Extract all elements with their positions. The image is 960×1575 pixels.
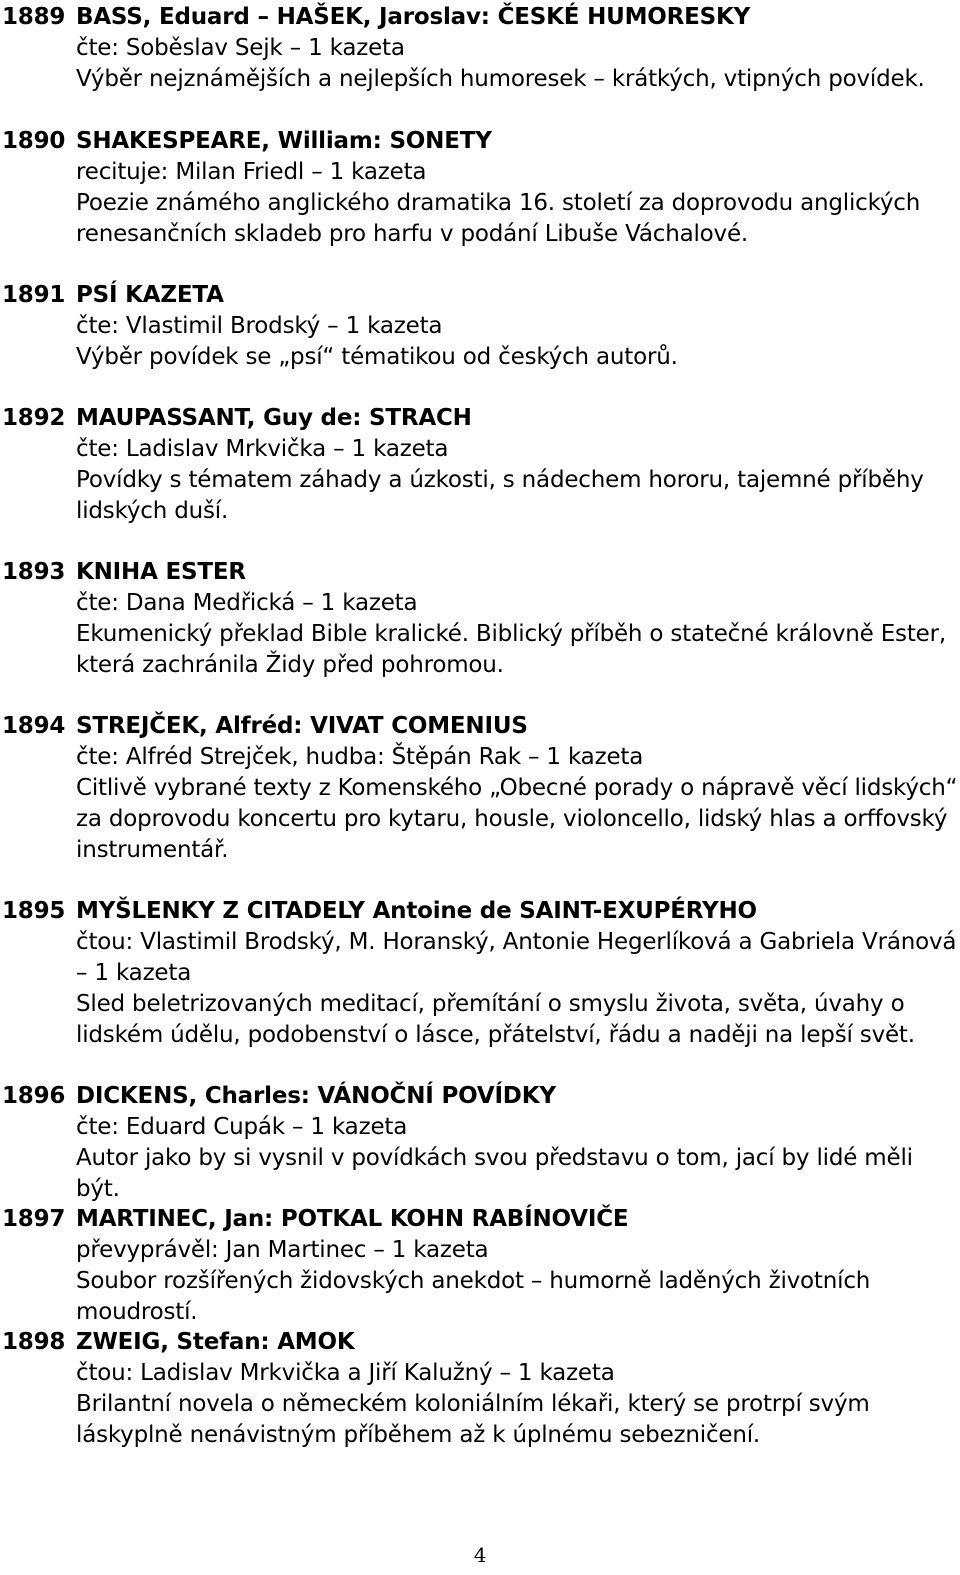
catalog-entry (0, 1327, 960, 1451)
catalog-entry (0, 1204, 960, 1328)
entry-title: PSÍ KAZETA (76, 282, 224, 308)
entry-reader: převyprávěl: Jan Martinec – 1 kazeta (76, 1237, 489, 1263)
entry-description: Výběr povídek se „psí“ tématikou od českých autorů. (76, 344, 678, 370)
entry-number: 1889 (2, 4, 66, 30)
page-number: 4 (473, 1543, 487, 1567)
entry-title: SHAKESPEARE, William: SONETY (76, 128, 492, 154)
entry-number: 1891 (2, 282, 66, 308)
entry-description: Soubor rozšířených židovských anekdot – humorně laděných životních moudrostí. (76, 1268, 871, 1325)
entry-description: Autor jako by si vysnil v povídkách svou představu o tom, jací by lidé měli být. (76, 1145, 913, 1202)
entry-title: BASS, Eduard – HAŠEK, Jaroslav: ČESKÉ HUMORESKY (76, 4, 751, 30)
entry-reader: čte: Ladislav Mrkvička – 1 kazeta (76, 436, 449, 462)
entry-title: MAUPASSANT, Guy de: STRACH (76, 405, 472, 431)
entry-reader: čtou: Vlastimil Brodský, M. Horanský, Antonie Hegerlíková a Gabriela Vránová – 1 kazeta (76, 929, 957, 986)
entry-description: Povídky s tématem záhady a úzkosti, s nádechem hororu, tajemné příběhy lidských duší. (76, 467, 924, 524)
entry-title: ZWEIG, Stefan: AMOK (76, 1329, 355, 1355)
entry-reader: čte: Vlastimil Brodský – 1 kazeta (76, 313, 443, 339)
entry-number: 1895 (2, 898, 66, 924)
entry-reader: čte: Soběslav Sejk – 1 kazeta (76, 35, 405, 61)
entry-number: 1892 (2, 405, 66, 431)
entry-description: Ekumenický překlad Bible kralické. Biblický příběh o statečné královně Ester, která zachránila Židy před pohromou. (76, 621, 946, 678)
entry-description: Poezie známého anglického dramatika 16. století za doprovodu anglických renesančních skladeb pro harfu v podání Libuše Váchalové. (76, 190, 921, 247)
catalog-entry (0, 280, 960, 373)
catalog-entry (0, 126, 960, 250)
entry-description: Brilantní novela o německém koloniálním lékaři, který se protrpí svým láskyplně nenávistným příběhem až k úplnému sebezničení. (76, 1391, 870, 1448)
catalog-entry (0, 403, 960, 527)
catalog-entry (0, 2, 960, 95)
entry-reader: čte: Dana Medřická – 1 kazeta (76, 590, 418, 616)
entry-number: 1897 (2, 1206, 66, 1232)
entry-reader: čte: Eduard Cupák – 1 kazeta (76, 1114, 408, 1140)
entry-reader: recituje: Milan Friedl – 1 kazeta (76, 159, 427, 185)
entry-description: Sled beletrizovaných meditací, přemítání o smyslu života, světa, úvahy o lidském údělu, podobenství o lásce, přátelství, řádu a naději na lepší svět. (76, 991, 915, 1048)
entry-title: MYŠLENKY Z CITADELY Antoine de SAINT-EXUPÉRYHO (76, 898, 757, 924)
catalog-entry (0, 1081, 960, 1205)
entry-title: DICKENS, Charles: VÁNOČNÍ POVÍDKY (76, 1083, 556, 1109)
entry-title: KNIHA ESTER (76, 559, 246, 585)
entry-reader: čte: Alfréd Strejček, hudba: Štěpán Rak – 1 kazeta (76, 744, 644, 770)
entry-number: 1896 (2, 1083, 66, 1109)
entry-title: MARTINEC, Jan: POTKAL KOHN RABÍNOVIČE (76, 1206, 629, 1232)
catalog-entry (0, 896, 960, 1051)
catalog-entry (0, 557, 960, 681)
entry-description: Výběr nejznámějších a nejlepších humoresek – krátkých, vtipných povídek. (76, 66, 925, 92)
entry-number: 1893 (2, 559, 66, 585)
entry-title: STREJČEK, Alfréd: VIVAT COMENIUS (76, 713, 528, 739)
entry-description: Citlivě vybrané texty z Komenského „Obecné porady o nápravě věcí lidských“ za doprovodu koncertu pro kytaru, housle, violoncello, lidský hlas a orffovský instrumentář. (76, 775, 958, 863)
entry-number: 1890 (2, 128, 66, 154)
entry-reader: čtou: Ladislav Mrkvička a Jiří Kalužný – 1 kazeta (76, 1360, 615, 1386)
catalog-entry (0, 711, 960, 866)
entry-number: 1894 (2, 713, 66, 739)
entry-number: 1898 (2, 1329, 66, 1355)
